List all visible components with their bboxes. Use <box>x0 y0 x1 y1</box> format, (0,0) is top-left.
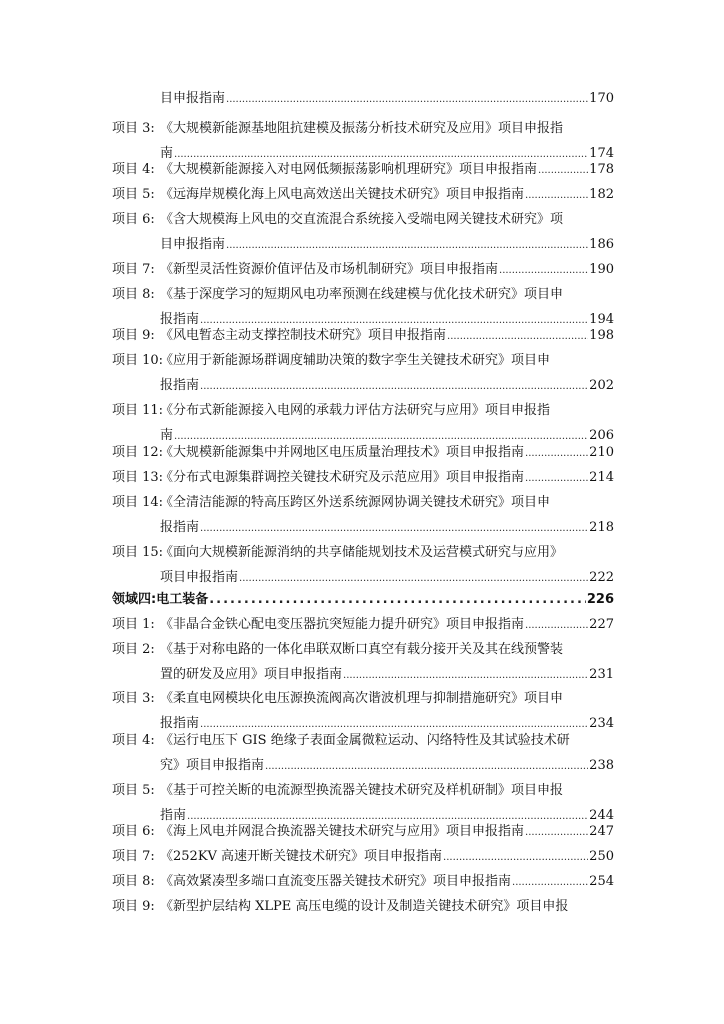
toc-entry-title: 南 <box>160 428 174 443</box>
toc-entry-title: 《非晶合金铁心配电变压器抗突短能力提升研究》项目申报指南 <box>160 617 525 632</box>
toc-page-number: 190 <box>589 262 614 277</box>
toc-entry-label: 项目 13: <box>112 470 164 485</box>
toc-entry-label: 项目 3: <box>112 691 155 706</box>
toc-entry[interactable] <box>112 844 614 869</box>
leader-dots <box>443 845 588 870</box>
toc-page-number: 222 <box>589 570 614 585</box>
toc-page-number: 247 <box>589 824 614 839</box>
toc-entry[interactable] <box>112 490 614 540</box>
toc-entry-title: 《柔直电网模块化电压源换流阀高次谐波机理与抑制措施研究》项目申 <box>160 691 564 706</box>
leader-dots <box>525 613 588 638</box>
toc-entry[interactable] <box>112 894 614 919</box>
toc-entry-title: 究》项目申报指南 <box>160 758 265 773</box>
toc-entry-title: 《运行电压下 GIS 绝缘子表面金属微粒运动、闪络特性及其试验技术研 <box>160 733 570 748</box>
toc-page-number: 178 <box>589 162 614 177</box>
toc-entry-title: 《含大规模海上风电的交直流混合系统接入受端电网关键技术研究》项 <box>160 212 564 227</box>
toc-entry-label: 项目 8: <box>112 874 155 889</box>
toc-entry[interactable] <box>112 257 614 282</box>
toc-entry-title: 《面向大规模新能源消纳的共享储能规划技术及运营模式研究与应用》 <box>160 545 564 560</box>
toc-entry[interactable] <box>112 540 614 590</box>
leader-dots <box>499 258 588 283</box>
toc-page-number: 174 <box>589 146 614 161</box>
toc-page-number: 194 <box>589 312 614 327</box>
toc-page-number: 198 <box>589 328 614 343</box>
toc-page-number: 254 <box>589 874 614 889</box>
toc-entry-title: 《大规模新能源集中并网地区电压质量治理技术》项目申报指南 <box>160 445 525 460</box>
toc-entry[interactable] <box>112 465 614 490</box>
toc-entry-title: 目申报指南 <box>160 237 226 252</box>
toc-entry-label: 项目 1: <box>112 617 155 632</box>
toc-page-number: 227 <box>589 617 614 632</box>
toc-page-number: 218 <box>589 520 614 535</box>
toc-entry-title: 置的研发及应用》项目申报指南 <box>160 667 343 682</box>
toc-page-number: 206 <box>589 428 614 443</box>
toc-entry[interactable] <box>112 728 614 778</box>
toc-entry-label: 项目 7: <box>112 262 155 277</box>
toc-entry-title: 报指南 <box>160 520 200 535</box>
toc-page-number: 214 <box>589 470 614 485</box>
toc-entry-title: 《新型护层结构 XLPE 高压电缆的设计及制造关键技术研究》项目申报 <box>160 899 569 914</box>
leader-dots <box>525 466 588 491</box>
toc-entry[interactable] <box>112 612 614 637</box>
toc-entry-title: 《大规模新能源基地阻抗建模及振荡分析技术研究及应用》项目申报指 <box>160 121 564 136</box>
toc-entry-title: 《基于可控关断的电流源型换流器关键技术研究及样机研制》项目申报 <box>160 783 564 798</box>
leader-dots <box>343 663 588 688</box>
toc-entry-label: 项目 6: <box>112 824 155 839</box>
toc-page-number: 231 <box>589 667 614 682</box>
toc-entry[interactable] <box>112 207 614 257</box>
toc-entry[interactable] <box>112 637 614 687</box>
toc-page-number: 186 <box>589 237 614 252</box>
toc-entry-title: 项目申报指南 <box>160 570 239 585</box>
leader-dots <box>538 158 588 183</box>
toc-entry-label: 项目 9: <box>112 899 155 914</box>
leader-dots <box>226 87 588 112</box>
toc-entry-label: 项目 12: <box>112 445 164 460</box>
leader-dots <box>525 183 588 208</box>
leader-dots <box>447 324 588 349</box>
toc-entry-title: 《基于深度学习的短期风电功率预测在线建模与优化技术研究》项目申 <box>160 287 564 302</box>
toc-entry-label: 项目 11: <box>112 403 164 418</box>
toc-entry-title: 报指南 <box>160 312 200 327</box>
leader-dots <box>209 587 586 612</box>
toc-entry[interactable] <box>112 819 614 844</box>
leader-dots <box>200 516 588 541</box>
toc-entry-label: 项目 15: <box>112 545 164 560</box>
toc-entry-title: 《远海岸规模化海上风电高效送出关键技术研究》项目申报指南 <box>160 187 525 202</box>
toc-entry-title: 《应用于新能源场群调度辅助决策的数字孪生关键技术研究》项目申 <box>160 353 551 368</box>
toc-entry-title: 《新型灵活性资源价值评估及市场机制研究》项目申报指南 <box>160 262 499 277</box>
toc-entry-label: 项目 6: <box>112 212 155 227</box>
toc-page-number: 202 <box>589 378 614 393</box>
section-title: 领域四:电工装备 <box>112 592 209 607</box>
toc-entry-title: 南 <box>160 146 174 161</box>
toc-entry[interactable] <box>112 440 614 465</box>
toc-entry-title: 指南 <box>160 808 187 823</box>
toc-page-number: 210 <box>589 445 614 460</box>
toc-entry-label: 项目 10: <box>112 353 164 368</box>
toc-entry-label: 项目 5: <box>112 187 155 202</box>
toc-entry-title: 《分布式新能源接入电网的承载力评估方法研究与应用》项目申报指 <box>160 403 551 418</box>
toc-entry-label: 项目 4: <box>112 733 155 748</box>
toc-entry-label: 项目 4: <box>112 162 155 177</box>
leader-dots <box>200 374 588 399</box>
toc-page-number: 244 <box>589 808 614 823</box>
toc-section-heading[interactable] <box>112 587 614 612</box>
toc-entry-title: 报指南 <box>160 378 200 393</box>
toc-entry-title: 《252KV 高速开断关键技术研究》项目申报指南 <box>160 849 443 864</box>
toc-page-number: 238 <box>589 758 614 773</box>
toc-page-number: 234 <box>589 716 614 731</box>
toc-entry-label: 项目 14: <box>112 495 164 510</box>
leader-dots <box>226 233 588 258</box>
toc-entry-label: 项目 5: <box>112 783 155 798</box>
toc-entry-title: 报指南 <box>160 716 200 731</box>
toc-page-number: 250 <box>589 849 614 864</box>
leader-dots <box>265 754 588 779</box>
toc-entry-title: 《基于对称电路的一体化串联双断口真空有载分接开关及其在线预警装 <box>160 642 564 657</box>
toc-page-number: 182 <box>589 187 614 202</box>
toc-entry-title: 《风电暂态主动支撑控制技术研究》项目申报指南 <box>160 328 447 343</box>
toc-entry-title: 《海上风电并网混合换流器关键技术研究与应用》项目申报指南 <box>160 824 525 839</box>
toc-entry-label: 项目 3: <box>112 121 155 136</box>
toc-entry-label: 项目 8: <box>112 287 155 302</box>
leader-dots <box>512 870 588 895</box>
toc-entry[interactable] <box>112 869 614 894</box>
section-page-number: 226 <box>586 592 614 607</box>
toc-entry-title: 《高效紧凑型多端口直流变压器关键技术研究》项目申报指南 <box>160 874 512 889</box>
leader-dots <box>525 820 588 845</box>
toc-entry-title: 《分布式电源集群调控关键技术研究及示范应用》项目申报指南 <box>160 470 525 485</box>
toc-entry-label: 项目 9: <box>112 328 155 343</box>
toc-entry-title: 目申报指南 <box>160 91 226 106</box>
toc-entry[interactable] <box>112 182 614 207</box>
toc-entry-label: 项目 7: <box>112 849 155 864</box>
toc-entry-title: 《全清洁能源的特高压跨区外送系统源网协调关键技术研究》项目申 <box>160 495 551 510</box>
toc-page-number: 170 <box>589 91 614 106</box>
leader-dots <box>525 441 588 466</box>
toc-entry[interactable] <box>112 348 614 398</box>
toc-entry-title: 《大规模新能源接入对电网低频振荡影响机理研究》项目申报指南 <box>160 162 538 177</box>
toc-entry-label: 项目 2: <box>112 642 155 657</box>
toc-entry[interactable] <box>112 157 614 182</box>
toc-continuation[interactable] <box>112 86 614 111</box>
toc-entry[interactable] <box>112 323 614 348</box>
